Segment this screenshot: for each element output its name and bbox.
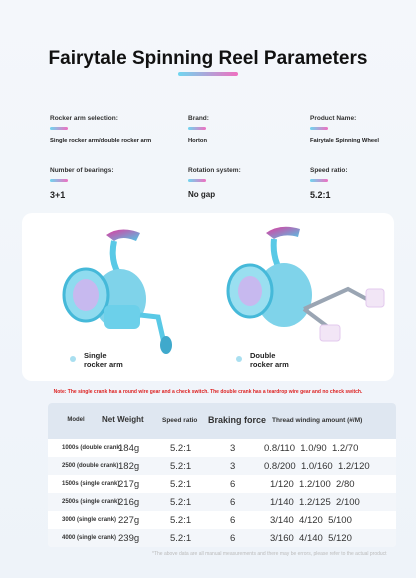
cell-winding: 1/120 1.2/100 2/80	[270, 479, 355, 490]
title-underline	[178, 72, 238, 76]
cell-brake: 6	[230, 515, 236, 526]
cell-ratio: 5.2:1	[170, 497, 192, 508]
cell-brake: 6	[230, 497, 236, 508]
single-rocker-reel-image	[40, 219, 190, 359]
table-row	[48, 493, 396, 511]
cell-winding: 3/140 4/120 5/100	[270, 515, 352, 526]
cell-winding: 0.8/200 1.0/160 1.2/120	[264, 461, 370, 472]
double-rocker-reel-image	[208, 219, 388, 359]
product-photo-panel	[22, 213, 394, 381]
header-model: Model	[67, 417, 85, 423]
page-title: Fairytale Spinning Reel Parameters	[48, 48, 368, 69]
cell-model: 2500 (double crank)	[62, 463, 119, 469]
spec-bearings	[50, 167, 180, 200]
spec-accent-bar	[50, 127, 68, 130]
spec-product-name	[310, 115, 410, 144]
cell-model: 1500s (single crank)	[62, 481, 120, 487]
cell-model: 1000s (double crank)	[62, 445, 122, 451]
double-rocker-caption	[250, 351, 289, 369]
crank-note: Note: The single crank has a round wire gear and a check switch. The double crank has a teardrop wire gear and no check switch.	[53, 389, 363, 395]
spec-speed-ratio	[310, 167, 410, 200]
spec-label: Number of bearings:	[50, 167, 114, 174]
cell-winding: 0.8/110 1.0/90 1.2/70	[264, 443, 359, 454]
cell-ratio: 5.2:1	[170, 479, 192, 490]
cell-brake: 6	[230, 479, 236, 490]
cell-brake: 3	[230, 443, 236, 454]
cell-model: 4000 (single crank)	[62, 535, 117, 541]
spec-brand	[188, 115, 318, 144]
cell-weight: 239g	[118, 533, 140, 544]
single-rocker-dot	[70, 356, 76, 362]
table-row	[48, 529, 396, 547]
spec-label: Rotation system:	[188, 167, 241, 174]
cell-brake: 6	[230, 533, 236, 544]
spec-accent-bar	[50, 179, 68, 182]
cell-winding: 3/160 4/140 5/120	[270, 533, 352, 544]
spec-value: No gap	[188, 190, 216, 199]
single-rocker-caption	[84, 351, 123, 369]
footnote: *The above data are all manual measurements and there may be errors, please refer to the actual product	[152, 551, 387, 557]
cell-model: 2500s (single crank)	[62, 499, 120, 505]
table-row	[48, 439, 396, 457]
spec-value: 5.2:1	[310, 190, 331, 200]
header-thread-winding: Thread winding amount (#/M)	[272, 417, 363, 424]
cell-weight: 217g	[118, 479, 140, 490]
spec-accent-bar	[310, 179, 328, 182]
spec-label: Brand:	[188, 115, 209, 122]
cell-weight: 227g	[118, 515, 140, 526]
spec-label: Speed ratio:	[310, 167, 348, 174]
spec-value: Single rocker arm/double rocker arm	[50, 138, 152, 144]
spec-label: Rocker arm selection:	[50, 115, 118, 122]
caption-line: Double	[250, 351, 276, 360]
cell-brake: 3	[230, 461, 236, 472]
cell-ratio: 5.2:1	[170, 443, 192, 454]
spec-rotation	[188, 167, 318, 199]
header-braking-force: Braking force	[208, 415, 267, 425]
cell-weight: 216g	[118, 497, 140, 508]
spec-rocker-arm	[50, 115, 180, 144]
cell-ratio: 5.2:1	[170, 515, 192, 526]
caption-line: rocker arm	[250, 360, 289, 369]
table-row	[48, 457, 396, 475]
spec-accent-bar	[188, 127, 206, 130]
spec-value: Horton	[188, 138, 207, 144]
caption-line: Single	[84, 351, 107, 360]
header-net-weight: Net Weight	[102, 415, 144, 424]
cell-ratio: 5.2:1	[170, 461, 192, 472]
table-row	[48, 475, 396, 493]
cell-winding: 1/140 1.2/125 2/100	[270, 497, 360, 508]
cell-ratio: 5.2:1	[170, 533, 192, 544]
header-speed-ratio: Speed ratio	[162, 417, 198, 424]
caption-line: rocker arm	[84, 360, 123, 369]
double-rocker-dot	[236, 356, 242, 362]
spec-label: Product Name:	[310, 115, 357, 122]
spec-value: Fairytale Spinning Wheel	[310, 138, 379, 144]
parameter-table	[48, 403, 396, 547]
table-header	[48, 403, 396, 439]
cell-weight: 184g	[118, 443, 140, 454]
cell-model: 3000 (single crank)	[62, 517, 117, 523]
spec-accent-bar	[188, 179, 206, 182]
spec-accent-bar	[310, 127, 328, 130]
table-row	[48, 511, 396, 529]
spec-value: 3+1	[50, 190, 66, 200]
cell-weight: 182g	[118, 461, 140, 472]
